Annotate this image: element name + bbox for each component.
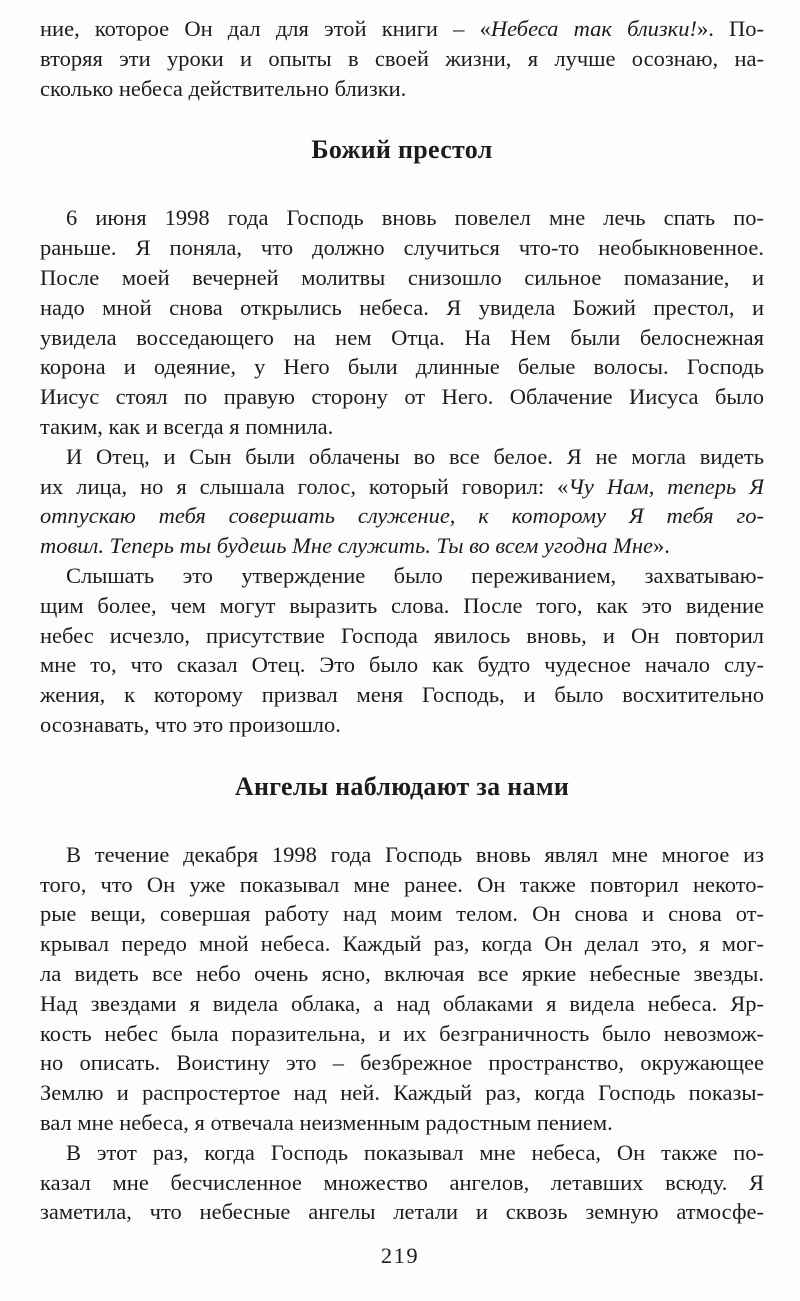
text-run: казал мне бесчисленное множество ангелов, летавших всюду. Я [40, 1169, 764, 1195]
text-line [40, 870, 764, 900]
text-run: но описать. Воистину это – безбрежное пространство, окружающее [40, 1050, 764, 1076]
text-line [40, 650, 764, 680]
text-run: ние, которое Он дал для этой книги – « [40, 16, 491, 41]
text-line [40, 442, 764, 472]
paragraph [40, 14, 764, 103]
text-line [40, 1048, 764, 1078]
text-line [40, 680, 764, 710]
text-run: щим более, чем могут выразить слова. После того, как это видение [40, 592, 764, 618]
paragraph [40, 840, 764, 1138]
text-run: ». По- [696, 16, 764, 41]
text-line [40, 1168, 764, 1198]
text-line [40, 1138, 764, 1168]
text-line [40, 591, 764, 621]
text-run: мне то, что сказал Отец. Это было как будто чудесное начало слу- [40, 652, 764, 678]
text-run: вторяя эти уроки и опыты в своей жизни, я лучше осознаю, на- [40, 45, 764, 71]
section-heading: Ангелы наблюдают за нами [234, 771, 570, 801]
text-line [40, 899, 764, 929]
text-run: Иисус стоял по правую сторону от Него. Облачение Иисуса было [40, 384, 764, 410]
text-line [40, 840, 764, 870]
text-run: небес исчезло, присутствие Господа явилось вновь, и Он повторил [40, 622, 764, 648]
text-line [40, 1019, 764, 1049]
text-line [40, 959, 764, 989]
paragraph [40, 442, 764, 561]
text-column [40, 14, 764, 1227]
paragraph [40, 561, 764, 740]
text-line [40, 44, 764, 74]
italic-text-run: отпускаю тебя совершать служение, к которому Я тебя го- [40, 503, 764, 529]
text-run: кость небес была поразительна, и их безграничность было невозмож- [40, 1020, 764, 1046]
text-line [40, 74, 764, 104]
text-run: В течение декабря 1998 года Господь вновь являл мне многое из [66, 841, 764, 867]
paragraph [40, 203, 764, 441]
text-run: И Отец, и Сын были облачены во все белое. Я не могла видеть [66, 443, 764, 469]
text-line [40, 412, 764, 442]
section-heading: Божий престол [311, 135, 493, 165]
italic-text-run: товил. Теперь ты будешь Мне служить. Ты во всем угодна Мне [40, 533, 654, 559]
text-run: раньше. Я поняла, что должно случиться что-то необыкновенное. [40, 235, 764, 261]
text-run: их лица, но я слышала голос, который говорил: « [40, 473, 569, 499]
text-line [40, 263, 764, 293]
text-run: вал мне небеса, я отвечала неизменным радостным пением. [40, 1109, 613, 1135]
text-line [40, 382, 764, 412]
text-line [40, 989, 764, 1019]
text-line [40, 621, 764, 651]
text-run: сколько небеса действительно близки. [40, 75, 407, 101]
text-line [40, 14, 764, 44]
text-line [40, 293, 764, 323]
text-line [40, 1108, 764, 1138]
text-run: Землю и распростертое над ней. Каждый раз, когда Господь показы- [40, 1080, 764, 1106]
text-line [40, 1197, 764, 1227]
text-run: таким, как и всегда я помнила. [40, 413, 334, 439]
text-run: заметила, что небесные ангелы летали и сквозь земную атмосфе- [40, 1199, 764, 1225]
text-run: Над звездами я видела облака, а над облаками я видела небеса. Яр- [40, 990, 764, 1016]
text-run: крывал передо мной небеса. Каждый раз, когда Он делал это, я мог- [40, 931, 764, 957]
text-line [40, 710, 764, 740]
text-line [40, 531, 764, 561]
text-line [40, 203, 764, 233]
text-line [40, 929, 764, 959]
page-number: 219 [380, 1243, 420, 1269]
text-run: 6 июня 1998 года Господь вновь повелел мне лечь спать по- [66, 205, 764, 231]
text-run: жения, к которому призвал меня Господь, и было восхитительно [40, 682, 764, 708]
text-run: В этот раз, когда Господь показывал мне небеса, Он также по- [66, 1139, 764, 1165]
text-run: ла видеть все небо очень ясно, включая все яркие небесные звезды. [40, 960, 764, 986]
text-run: осознавать, что это произошло. [40, 711, 341, 737]
text-run: увидела восседающего на нем Отца. На Нем были белоснежная [40, 324, 764, 350]
text-run: рые вещи, совершая работу над моим телом. Он снова и снова от- [40, 901, 764, 927]
text-run: ». [653, 533, 670, 559]
text-run: корона и одеяние, у Него были длинные белые волосы. Господь [40, 354, 764, 380]
text-line [40, 561, 764, 591]
text-line [40, 501, 764, 531]
italic-text-run: Небеса так близки! [490, 16, 697, 41]
text-line [40, 352, 764, 382]
italic-text-run: Чу Нам, теперь Я [568, 473, 764, 499]
text-line [40, 1078, 764, 1108]
text-run: После моей вечерней молитвы снизошло сильное помазание, и [40, 264, 764, 290]
text-run: того, что Он уже показывал мне ранее. Он также повторил некото- [40, 871, 764, 897]
paragraph [40, 1138, 764, 1227]
text-run: Слышать это утверждение было переживанием, захватываю- [66, 562, 764, 588]
text-line [40, 233, 764, 263]
text-run: надо мной снова открылись небеса. Я увидела Божий престол, и [40, 294, 764, 320]
text-line [40, 323, 764, 353]
text-line [40, 472, 764, 502]
